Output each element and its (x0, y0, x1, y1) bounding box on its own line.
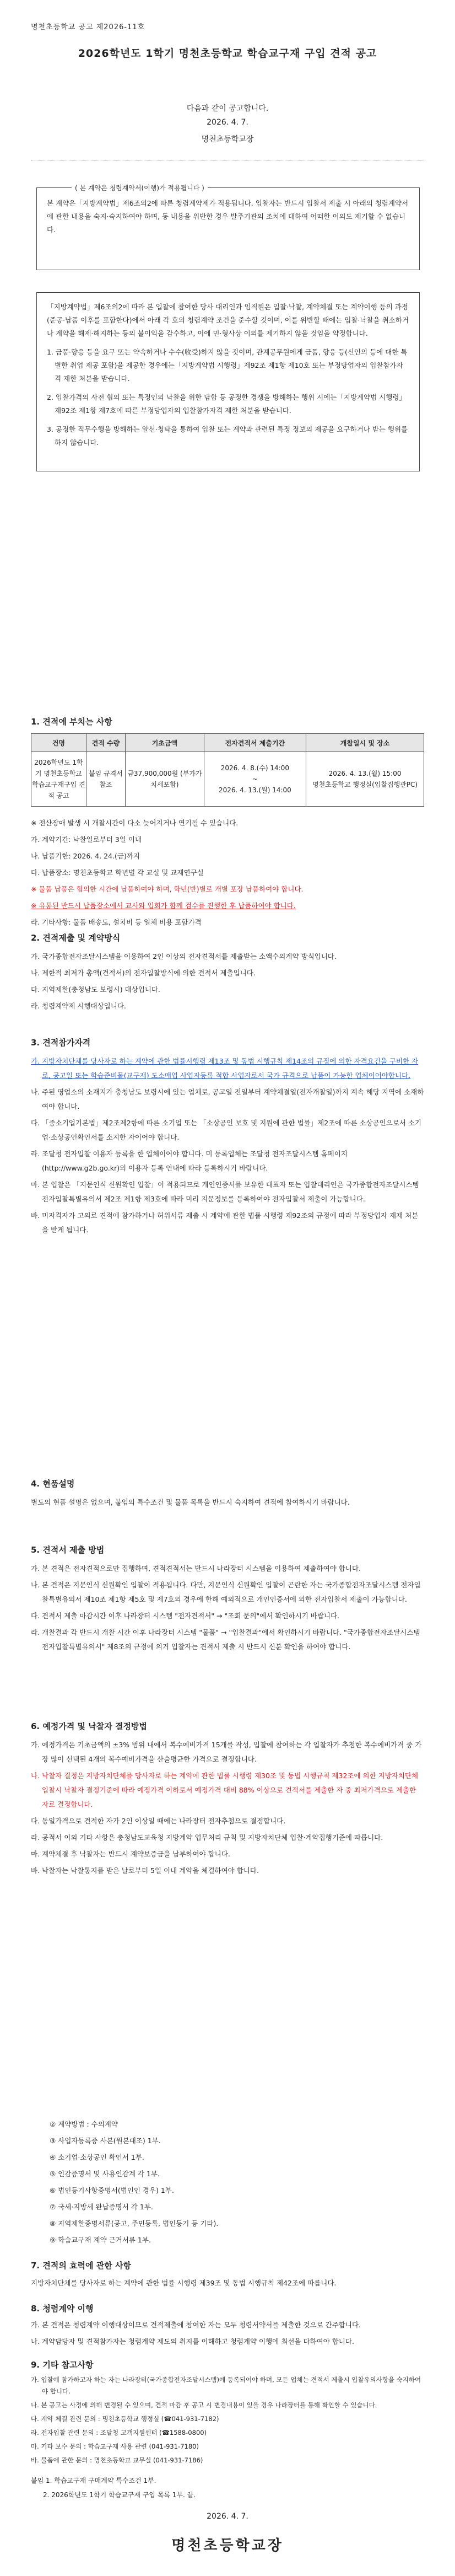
list-item: ⑦ 국세·지방세 완납증명서 각 1부. (50, 2203, 153, 2211)
paragraph: 지방자치단체를 당사자로 하는 계약에 관한 법률 시행령 제39조 및 동법 시행규칙 제42조에 따릅니다. (31, 2279, 337, 2287)
list-item: 다. 동일가격으로 견적한 자가 2인 이상일 때에는 나라장터 전자추첨으로 결정합니다. (31, 1817, 286, 1825)
col-header-amount: 기초금액 (126, 734, 204, 752)
list-item: 가. 국가종합전자조달시스템을 이용하여 2인 이상의 전자견적서를 제출받는 소액수의계약 방식입니다. (31, 952, 337, 960)
section-6-documents (50, 2117, 424, 2250)
note-line: ※ 전산장애 발생 시 개찰시간이 다소 늦어지거나 연기될 수 있습니다. (31, 819, 239, 827)
list-item: 나. 본 공고는 사정에 의해 변경될 수 있으며, 견적 마감 후 공고 시 변경내용이 있을 경우 나라장터를 통해 확인할 수 있습니다. (31, 2401, 377, 2409)
section-heading-3: 3. 견적참가자격 (31, 1038, 91, 1048)
section-6-body (31, 1738, 424, 1880)
section-heading-6: 6. 예정가격 및 낙찰자 결정방법 (31, 1721, 147, 1731)
paragraph: 별도의 현품 설명은 없으며, 붙임의 특수조건 및 물품 목록을 반드시 숙지하여 견적에 참여하시기 바랍니다. (31, 1498, 350, 1506)
section-heading-9: 9. 기타 참고사항 (31, 2360, 94, 2370)
note-line: 가. 계약기간: 낙찰일로부터 3일 이내 (31, 835, 142, 844)
pledge-item: 3. 공정한 직무수행을 방해하는 알선·청탁을 통하여 입찰 또는 계약과 관련된 특정 정보의 제공을 요구하거나 받는 행위를 하지 않습니다. (47, 425, 408, 447)
list-item: 마. 기타 보수 문의 : 학습교구재 사용 관련 (041-931-7180) (31, 2443, 199, 2450)
integrity-contract-box (36, 187, 420, 270)
list-item: 마. 계약체결 후 낙찰자는 반드시 계약보증금을 납부하여야 합니다. (31, 1850, 230, 1858)
period-end: 2026. 4. 13.(월) 14:00 (218, 786, 291, 794)
list-item: 나. 제한적 최저가 총액(견적서)의 전자입찰방식에 의한 견적서 제출입니다. (31, 969, 256, 977)
list-item: ③ 사업자등록증 사본(원본대조) 1부. (50, 2137, 161, 2145)
list-item: ② 계약방법 : 수의계약 (50, 2120, 118, 2128)
list-item: 마. 본 입찰은 「지문인식 신원확인 입찰」이 적용되므로 개인인증서를 보유한 대표자 또는 입찰대리인은 국가종합전자조달시스템 전자입찰특별유의서 제2조 제1항 제3호에 따라 미리 지문정보를 등록하여야 전자입찰서 제출이 가능합니다. (31, 1180, 419, 1203)
page-title: 2026학년도 1학기 명천초등학교 학습교구재 구입 견적 공고 (78, 47, 377, 60)
list-item (31, 1769, 424, 1812)
table-row (31, 752, 424, 807)
pledge-item: 2. 입찰가격의 사전 협의 또는 특정인의 낙찰을 위한 담합 등 공정한 경쟁을 방해하는 행위 시에는「지방계약법 시행령」제92조 제1항 제7호에 따른 부정당업자의 입찰참가자격 제한 처분을 받습니다. (47, 393, 406, 415)
highlight-text: 가. 지방자치단체를 당사자로 하는 계약에 관한 법률시행령 제13조 및 동법 시행규칙 제14조의 규정에 의한 자격요건을 구비한 자로, 공고일 또는 학습준비물(교구재) 도소매업 사업자등록 적합 사업자로서 국가 규격으로 납품이 가능한 업체이어야합니다. (31, 1057, 419, 1080)
footer-school-name: 명천초등학교장 (171, 2537, 284, 2554)
list-item: 바. 미자격자가 고의로 견적에 참가하거나 허위서류 제출 시 계약에 관한 법률 시행령 제92조의 규정에 따라 부정당업자 제재 처분을 받게 됩니다. (31, 1211, 419, 1234)
list-item: ⑨ 학습교구재 계약 근거서류 1부. (50, 2236, 151, 2244)
list-item (31, 1054, 424, 1083)
list-item: 가. 예정가격은 기초금액의 ±3% 범위 내에서 복수예비가격 15개를 작성, 입찰에 참여하는 각 입찰자가 추첨한 복수예비가격 중 가장 많이 선택된 4개의 복수예비가격을 산술평균한 가격으로 결정합니다. (31, 1741, 422, 1763)
list-item: 나. 계약담당자 및 견적참가자는 청렴계약 제도의 취지를 이해하고 청렴계약 이행에 최선을 다하여야 합니다. (31, 2337, 354, 2346)
section-8-body (31, 2318, 424, 2351)
integrity-contract-text: 본 계약은「지방계약법」제6조의2에 따른 청렴계약제가 적용됩니다. 입찰자는 반드시 입찰서 제출 시 아래의 청렴계약서에 관한 내용을 숙지·숙지하여야 하며, 동 내용을 위반한 경우 발주기관의 조치에 대하여 어떠한 이의도 제기할 수 없습니다. (47, 199, 409, 234)
section-heading-5: 5. 견적서 제출 방법 (31, 1545, 105, 1555)
list-item: 라. 전자입찰 관련 문의 : 조달청 고객지원센터 (☎1588-0800) (31, 2429, 207, 2437)
period-start: 2026. 4. 8.(수) 14:00 (220, 764, 289, 772)
note-red-line: ※ 물품 납품은 협의한 시간에 납품하여야 하며, 학년(반)별로 개별 포장 납품하여야 합니다. (31, 885, 304, 893)
list-item: 라. 청렴계약제 시행대상입니다. (31, 1002, 126, 1010)
section-5-body (31, 1561, 424, 1656)
section-heading-8: 8. 청렴계약 이행 (31, 2304, 94, 2314)
attachments (31, 2475, 424, 2503)
notice-line: 다음과 같이 공고합니다. (186, 104, 269, 113)
list-item: 라. 조달청 전자입찰 이용자 등록을 한 업체이어야 합니다. 미 등록업체는 조달청 전자조달시스템 홈페이지(http://www.g2b.go.kr)의 이용자 등록 안내에 따라 등록하시기 바랍니다. (31, 1150, 348, 1172)
highlight-text: 나. 낙찰자 결정은 지방자치단체를 당사자로 하는 계약에 관한 법률 시행령 제30조 및 동법 시행규칙 제32조에 의한 지방자치단체 입찰시 낙찰자 결정기준에 따라 예정가격 이하로서 예정가격 대비 88% 이상으로 견적서를 제출한 자 중 최저가격으로 제출한 자로 결정합니다. (31, 1772, 419, 1808)
integrity-contract-caption: ( 본 계약은 청렴계약서(이행)가 적용됩니다 ) (72, 183, 208, 192)
list-item: 다. 지역제한(충청남도 보령시) 대상입니다. (31, 985, 160, 994)
note-line: 다. 납품장소: 명천초등학교 학년별 각 교실 및 교재연구실 (31, 868, 204, 877)
period-tilde: ~ (252, 775, 258, 783)
list-item: 나. 주된 영업소의 소재지가 충청남도 보령시에 있는 업체로, 공고일 전일부터 계약체결일(전자개찰일)까지 계속 해당 지역에 소재하여야 합니다. (31, 1088, 424, 1110)
note-red-underline: ※ 유통된 반드시 납품장소에서 교사와 입회가 함께 검수를 진행한 후 납품하여야 합니다. (31, 901, 296, 910)
section-2-body (31, 949, 424, 1016)
section-heading-7: 7. 견적의 효력에 관한 사항 (31, 2261, 131, 2271)
list-item: ⑤ 인감증명서 및 사용인감계 각 1부. (50, 2170, 160, 2178)
list-item: 바. 낙찰자는 낙찰통지를 받은 날로부터 5일 이내 계약을 체결하여야 합니다. (31, 1866, 259, 1875)
pledge-intro: 「지방계약법」제6조의2에 따라 본 입찰에 참여한 당사 대리인과 임직원은 입찰·낙찰, 계약체결 또는 계약이행 등의 과정(준공·납품 이후를 포함한다)에서 아래 각 호의 청렴계약 조건을 준수할 것이며, 이를 위반할 때에는 입찰·낙찰을 취소하거나 계약을 해제·해지하는 등의 불이익을 감수하고, 이에 민·형사상 이의를 제기하지 않을 것임을 약정합니다. (47, 303, 409, 337)
cell-opening (306, 752, 424, 807)
col-header-period: 전자견적서 제출기간 (204, 734, 306, 752)
section-7-body (31, 2276, 424, 2293)
integrity-pledge-box (36, 292, 420, 471)
opening-time: 2026. 4. 13.(월) 15:00 (328, 770, 402, 777)
section-heading-2: 2. 견적제출 및 계약방식 (31, 933, 121, 943)
list-item: 가. 입찰에 참가하고자 하는 자는 나라장터(국가종합전자조달시스템)에 등록되어야 하며, 모든 업체는 견적서 제출시 입찰유의사항을 숙지하여야 합니다. (31, 2376, 421, 2395)
list-item: ⑥ 법인등기사항증명서(법인인 경우) 1부. (50, 2186, 174, 2194)
cell-name: 2026학년도 1학기 명천초등학교 학습교구재구입 견적 공고 (31, 752, 86, 807)
list-item: ④ 소기업·소상공인 확인서 1부. (50, 2153, 144, 2161)
cell-qty: 붙임 규격서 참조 (86, 752, 125, 807)
section-3-body (31, 1054, 424, 1239)
list-item: 라. 개찰결과 각 반드시 개찰 시간 이후 나라장터 시스템 "물품" → "입찰결과"에서 확인하시기 바랍니다. "국가종합전자조달시스템 전자입찰특별유의서" 제8조의 규정에 의거 입찰자는 견적서 제출 시 반드시 신분 확인을 하여야 합니다. (31, 1628, 420, 1651)
section-4-body (31, 1495, 424, 1512)
list-item: 나. 본 견적은 지문인식 신원확인 입찰이 적용됩니다. 다만, 지문인식 신원확인 입찰이 곤란한 자는 국가종합전자조달시스템 전자입찰특별유의서 제10조 제1항 제5호 및 제7호의 경우에 한해 예외적으로 개인인증서에 의한 전자입찰서 제출이 가능합니다. (31, 1581, 421, 1603)
section-9-body (31, 2374, 424, 2468)
notice-date: 2026. 4. 7. (207, 118, 248, 127)
list-item: 다. 견적서 제출 마감시간 이후 나라장터 시스템 "전자견적서" → "조회 문의"에서 확인하시기 바랍니다. (31, 1612, 340, 1620)
list-item: ⑧ 지역제한증명서류(공고, 주민등록, 법인등기 등 기타). (50, 2219, 219, 2228)
pledge-item: 1. 금품·향응 등을 요구 또는 약속하거나 수수(收受)하지 않을 것이며, 관계공무원에게 금품, 향응 등(신인의 등에 대한 특별한 취업 제공 포함)을 제공한 경우에는「지방계약법 시행령」제92조 제1항 제10호 또는 부정당업자의 입찰참가자격 제한 처분을 받습니다. (47, 348, 408, 383)
quote-table-header (31, 734, 424, 752)
document-number: 명천초등학교 공고 제2026-11호 (31, 23, 145, 31)
section-heading-1: 1. 견적에 부치는 사항 (31, 717, 112, 727)
note-line: 나. 납품기한: 2026. 4. 24.(금)까지 (31, 852, 140, 860)
col-header-qty: 견적 수량 (86, 734, 125, 752)
issuer: 명천초등학교장 (201, 135, 254, 144)
cell-amount: 금37,900,000원 (부가가치세포함) (126, 752, 204, 807)
list-item: 가. 본 견적은 청렴계약 이행대상이므로 견적제출에 참여한 자는 모두 청렴서약서를 제출한 것으로 간주합니다. (31, 2321, 361, 2329)
footer-date: 2026. 4. 7. (207, 2512, 248, 2521)
section-1-notes (31, 816, 424, 932)
section-heading-4: 4. 현품설명 (31, 1479, 75, 1489)
list-item: 다. 계약 체결 관련 문의 : 명천초등학교 행정실 (☎041-931-7182) (31, 2415, 219, 2423)
attachment-item: 2. 2026학년도 1학기 학습교구재 구입 목록 1부. 끝. (43, 2491, 196, 2499)
opening-place: 명천초등학교 행정실(입찰집행관PC) (312, 781, 418, 788)
quote-table (31, 733, 424, 807)
list-item: 바. 물품에 관한 문의 : 명천초등학교 교무실 (041-931-7186) (31, 2456, 203, 2464)
list-item: 가. 본 견적은 전자견적으로만 집행하며, 견적견적서는 반드시 나라장터 시스템을 이용하여 제출하여야 합니다. (31, 1564, 361, 1573)
attachment-item: 붙임 1. 학습교구재 구매계약 특수조건 1부. (31, 2477, 156, 2484)
note-line: 라. 기타사항: 물품 배송도, 설치비 등 일체 비용 포함가격 (31, 918, 202, 926)
col-header-name: 건명 (31, 734, 86, 752)
col-header-opening: 개찰일시 및 장소 (306, 734, 424, 752)
cell-period (204, 752, 306, 807)
list-item: 다. 「중소기업기본법」제2조제2항에 따른 소기업 또는 「소상공인 보호 및 지원에 관한 법률」제2조에 따른 소상공인으로서 소기업·소상공인확인서를 소지한 자이어야 합니다. (31, 1119, 422, 1141)
list-item: 라. 공적서 이외 기타 사항은 충청남도교육청 지방계약 업무처리 규칙 및 지방자치단체 입찰·계약집행기준에 따릅니다. (31, 1833, 383, 1842)
